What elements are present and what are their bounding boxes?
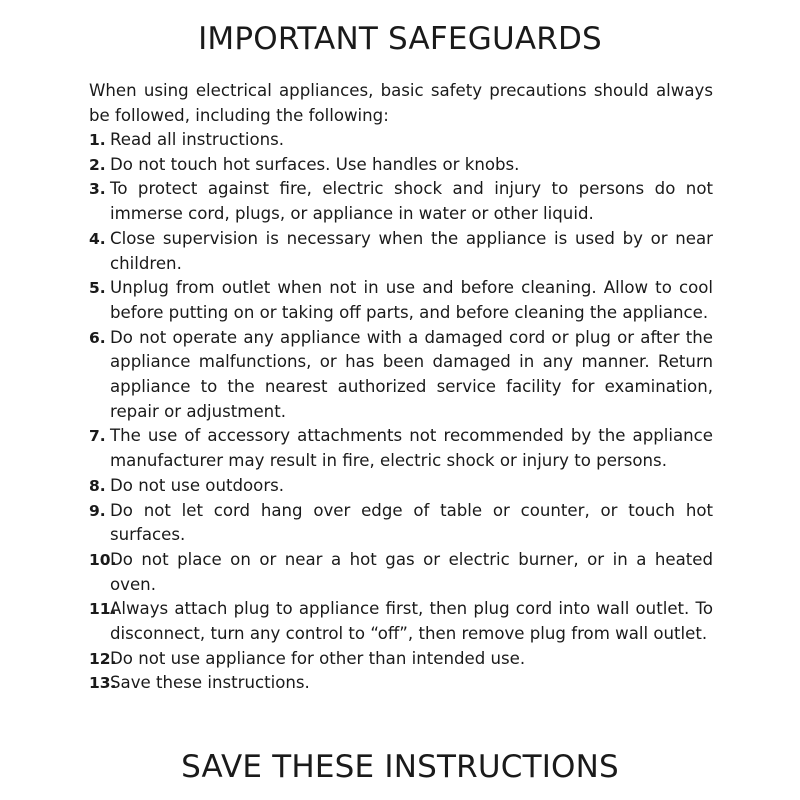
item-text: To protect against fire, electric shock and injury to persons do not immerse cord, plugs, or appliance in water or other liquid. — [110, 179, 713, 224]
safeguards-list — [89, 128, 713, 696]
item-number: 7. — [89, 427, 106, 446]
item-text: Do not operate any appliance with a damaged cord or plug or after the appliance malfunctions, or has been damaged in any manner. Return appliance to the nearest authorized service facility for examination, repair or adjustment. — [110, 327, 713, 421]
item-text: Always attach plug to appliance first, then plug cord into wall outlet. To disconnect, turn any control to “off”, then remove plug from wall outlet. — [110, 599, 713, 644]
item-number: 2. — [89, 155, 106, 174]
item-number: 9. — [89, 501, 106, 520]
item-text: Read all instructions. — [110, 130, 285, 149]
list-item — [89, 548, 713, 597]
item-number: 10. — [89, 550, 117, 569]
item-text: Unplug from outlet when not in use and before cleaning. Allow to cool before putting on or taking off parts, and before cleaning the appliance. — [110, 278, 713, 322]
list-item — [89, 671, 713, 696]
item-number: 5. — [89, 279, 106, 298]
intro-paragraph: When using electrical appliances, basic safety precautions should always be followed, including the following: — [89, 81, 713, 125]
list-item — [89, 474, 713, 499]
list-item — [89, 499, 713, 548]
item-number: 3. — [89, 180, 106, 199]
item-number: 13. — [89, 674, 117, 693]
list-item — [89, 128, 713, 153]
item-text: Save these instructions. — [110, 673, 310, 693]
list-item — [89, 227, 713, 276]
item-number: 12. — [89, 649, 117, 668]
list-item — [89, 647, 713, 672]
item-text: Do not use outdoors. — [110, 475, 285, 495]
item-text: The use of accessory attachments not recommended by the appliance manufacturer may result in fire, electric shock or injury to persons. — [110, 426, 713, 471]
item-number: 11. — [89, 600, 117, 619]
item-number: 8. — [89, 476, 106, 495]
item-text: Do not place on or near a hot gas or electric burner, or in a heated oven. — [110, 549, 713, 594]
page-title: IMPORTANT SAFEGUARDS — [198, 21, 602, 57]
list-item — [89, 177, 713, 226]
item-text: Do not let cord hang over edge of table or counter, or touch hot surfaces. — [110, 500, 713, 545]
item-number: 6. — [89, 328, 106, 347]
list-item — [89, 597, 713, 646]
list-item — [89, 424, 713, 473]
item-number: 4. — [89, 229, 106, 248]
item-number: 1. — [89, 131, 106, 149]
list-item — [89, 326, 713, 425]
list-item — [89, 276, 713, 325]
item-text: Do not touch hot surfaces. Use handles or knobs. — [110, 154, 520, 174]
save-instructions-footer: SAVE THESE INSTRUCTIONS — [181, 749, 619, 785]
item-text: Close supervision is necessary when the appliance is used by or near children. — [110, 228, 713, 273]
list-item — [89, 153, 713, 178]
item-text: Do not use appliance for other than intended use. — [110, 648, 526, 668]
